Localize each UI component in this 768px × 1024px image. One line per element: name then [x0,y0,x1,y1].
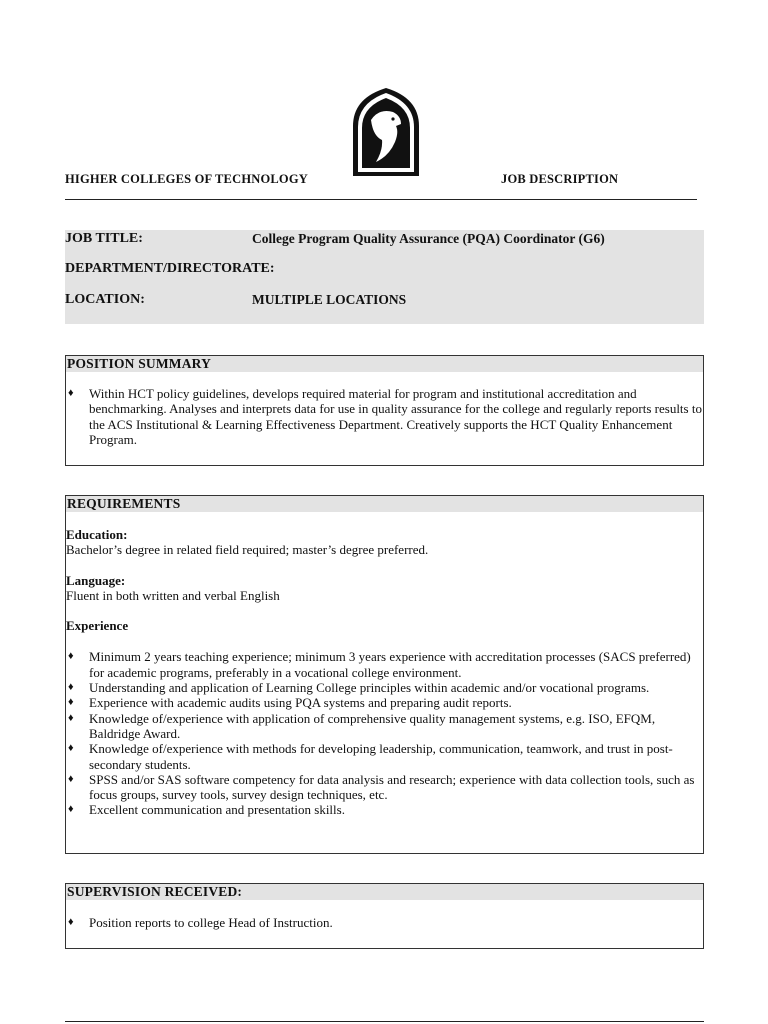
experience-label: Experience [66,618,129,634]
language-text: Fluent in both written and verbal English [66,587,280,603]
education-label: Education: [66,527,128,542]
list-item: ♦ Knowledge of/experience with application of comprehensive quality management systems, e.g. ISO, EFQM, Baldridge Award. [68,710,656,741]
job-info-block [65,230,704,324]
list-item: ♦ Experience with academic audits using PQA systems and preparing audit reports. [68,695,512,711]
diamond-bullet-icon: ♦ [68,803,74,816]
job-title-row [65,231,605,247]
header-divider [65,199,697,200]
institution-name: HIGHER COLLEGES OF TECHNOLOGY [65,172,309,186]
department-row [65,261,275,277]
diamond-bullet-icon: ♦ [68,711,74,724]
location-row [65,292,407,308]
education-text: Bachelor’s degree in related field required; master’s degree preferred. [66,542,429,558]
list-item: ♦ Knowledge of/experience with methods for developing leadership, communication, teamwork, and trust in post-secondary students. [68,741,673,772]
position-summary-heading: POSITION SUMMARY [66,356,703,372]
requirements-section [65,495,704,854]
list-item: ♦ Understanding and application of Learning College principles within academic and/or vocational programs. [68,680,650,696]
document-type: JOB DESCRIPTION [501,172,619,186]
position-summary-section [65,355,704,466]
diamond-bullet-icon: ♦ [68,681,74,694]
diamond-bullet-icon: ♦ [68,742,74,755]
footer-divider [65,1021,704,1022]
location-label: LOCATION: [65,292,145,307]
job-title-value: College Program Quality Assurance (PQA) Coordinator (G6) [252,231,605,246]
diamond-bullet-icon: ♦ [68,772,74,785]
list-item: ♦ Excellent communication and presentation skills. [68,802,345,818]
list-item: ♦ Within HCT policy guidelines, develops required material for program and institutional accreditation and benchmarking. Analyses and interprets data for use in quality assurance for the college and regularly reports results to the ACS Institutional & Learning Effectiveness Department. Creatively supports the HCT Quality Enhancement Program. [68,386,702,447]
supervision-heading: SUPERVISION RECEIVED: [66,884,703,900]
hct-falcon-logo-icon [349,86,423,178]
requirements-heading: REQUIREMENTS [66,496,703,512]
job-title-label: JOB TITLE: [65,231,143,246]
location-value: MULTIPLE LOCATIONS [252,292,407,307]
diamond-bullet-icon: ♦ [68,650,74,663]
diamond-bullet-icon: ♦ [68,916,74,928]
diamond-bullet-icon: ♦ [68,696,74,709]
list-item: ♦ SPSS and/or SAS software competency for data analysis and research; experience with data collection tools, such as focus groups, survey tools, survey design techniques, etc. [68,771,695,803]
list-item: ♦ Minimum 2 years teaching experience; minimum 3 years experience with accreditation processes (SACS preferred) for academic programs, preferably in a vocational college environment. [68,649,691,680]
language-label: Language: [66,572,126,588]
diamond-bullet-icon: ♦ [68,387,74,399]
list-item: ♦ Position reports to college Head of Instruction. [68,915,333,930]
department-label: DEPARTMENT/DIRECTORATE: [65,261,275,276]
supervision-section [65,883,704,949]
